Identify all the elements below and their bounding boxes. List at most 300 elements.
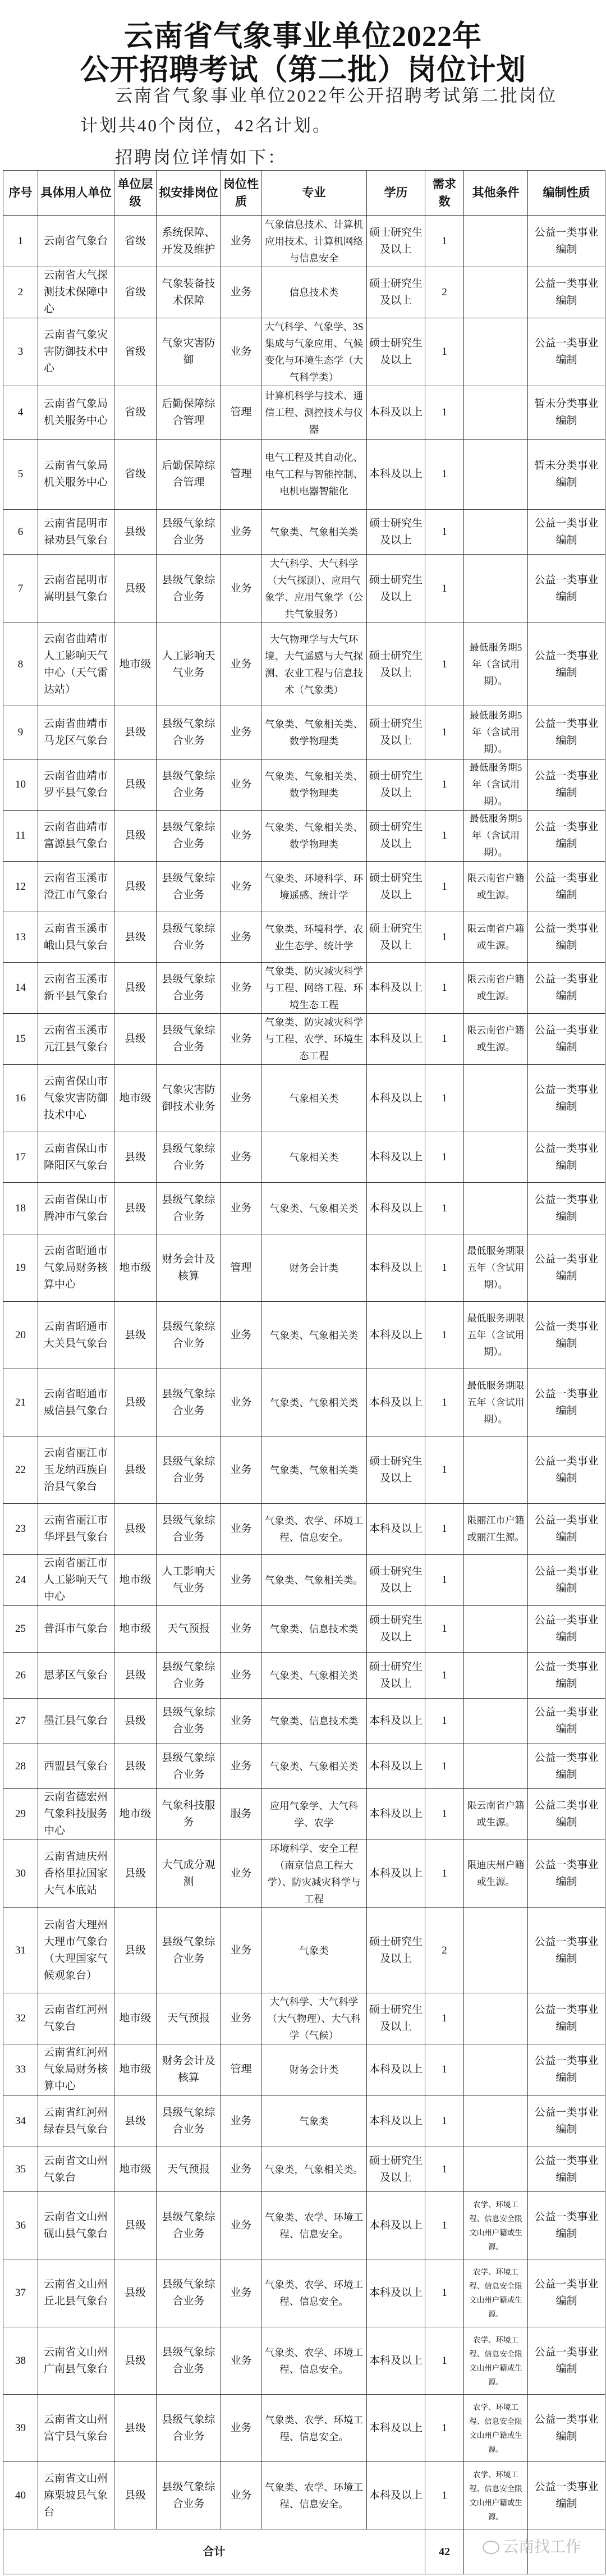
cell-level: 县级 <box>114 1132 157 1183</box>
cell-level: 县级 <box>114 706 157 759</box>
table-row <box>3 1504 605 1555</box>
cell-num: 1 <box>425 1132 464 1183</box>
cell-major: 气象类、信息技术类 <box>261 1699 367 1744</box>
cell-post: 财务会计及核算 <box>157 2044 221 2095</box>
cell-num: 1 <box>425 1436 464 1504</box>
cell-num: 2 <box>425 1908 464 1993</box>
cell-no: 7 <box>3 555 38 623</box>
cell-unit: 云南省保山市腾冲市气象台 <box>38 1183 114 1234</box>
cell-edu: 本科及以上 <box>367 2462 425 2529</box>
cell-level: 地市级 <box>114 623 157 706</box>
cell-num: 1 <box>425 1840 464 1908</box>
cell-num: 1 <box>425 1653 464 1699</box>
table-row <box>3 811 605 862</box>
cell-num: 1 <box>425 386 464 440</box>
cell-no: 11 <box>3 811 38 862</box>
cell-nature: 业务 <box>221 1302 261 1369</box>
table-row <box>3 759 605 811</box>
cell-unit: 云南省红河州绿春县气象台 <box>38 2095 114 2147</box>
cell-nature: 管理 <box>221 440 261 510</box>
cell-staff: 公益一类事业编制 <box>528 555 605 623</box>
cell-nature: 业务 <box>221 1555 261 1606</box>
cell-post: 县级气象综合业务 <box>157 510 221 555</box>
cell-other: 农学、环境工程、信息安全限文山州户籍或生源。 <box>464 2259 528 2327</box>
cell-major: 气象类、环境科学、农业生态学、统计学 <box>261 912 367 963</box>
cell-other: 限云南省户籍或生源。 <box>464 963 528 1014</box>
cell-major: 气象类、气象相关类 <box>261 1653 367 1699</box>
cell-no: 3 <box>3 318 38 386</box>
header-col-level: 单位层级 <box>114 171 157 216</box>
table-row <box>3 1744 605 1789</box>
cell-level: 县级 <box>114 2095 157 2147</box>
cell-unit: 云南省丽江市华坪县气象台 <box>38 1504 114 1555</box>
cell-level: 地市级 <box>114 1606 157 1653</box>
cell-unit: 西盟县气象台 <box>38 1744 114 1789</box>
cell-level: 县级 <box>114 759 157 811</box>
cell-major: 气象类、农学、环境工程、信息安全。 <box>261 2462 367 2529</box>
cell-staff: 公益一类事业编制 <box>528 1504 605 1555</box>
cell-post: 县级气象综合业务 <box>157 555 221 623</box>
cell-post: 系统保障、开发及维护 <box>157 216 221 267</box>
cell-other <box>464 1132 528 1183</box>
cell-nature: 业务 <box>221 510 261 555</box>
cell-num: 2 <box>425 267 464 318</box>
table-row <box>3 623 605 706</box>
cell-post: 县级气象综合业务 <box>157 759 221 811</box>
cell-level: 县级 <box>114 510 157 555</box>
cell-num: 1 <box>425 1789 464 1840</box>
table-row <box>3 963 605 1014</box>
cell-nature: 业务 <box>221 963 261 1014</box>
cell-num: 1 <box>425 1065 464 1132</box>
cell-post: 县级气象综合业务 <box>157 912 221 963</box>
header-col-staffing: 编制性质 <box>528 171 605 216</box>
cell-num: 1 <box>425 1183 464 1234</box>
cell-no: 18 <box>3 1183 38 1234</box>
cell-major: 气象类、农学、环境工程、信息安全。 <box>261 2259 367 2327</box>
cell-post: 天气预报 <box>157 1993 221 2044</box>
cell-no: 25 <box>3 1606 38 1653</box>
watermark <box>483 2534 581 2557</box>
cell-edu: 本科及以上 <box>367 1699 425 1744</box>
cell-staff: 公益一类事业编制 <box>528 267 605 318</box>
cell-nature: 业务 <box>221 1183 261 1234</box>
cell-other: 限云南省户籍或生源。 <box>464 1789 528 1840</box>
cell-num: 1 <box>425 706 464 759</box>
cell-post: 县级气象综合业务 <box>157 706 221 759</box>
cell-nature: 业务 <box>221 267 261 318</box>
cell-major: 气象类，气象相关类。 <box>261 2147 367 2192</box>
cell-major: 大气科学、大气科学（大气物理）、大气科学（气候） <box>261 1993 367 2044</box>
cell-num: 1 <box>425 1234 464 1302</box>
cell-major: 气象类、气象相关类 <box>261 510 367 555</box>
cell-edu: 本科及以上 <box>367 963 425 1014</box>
cell-major: 气象类、信息技术类 <box>261 1606 367 1653</box>
cell-nature: 业务 <box>221 1744 261 1789</box>
cell-edu: 硕士研究生及以上 <box>367 1555 425 1606</box>
cell-other: 农学、环境工程、信息安全限文山州户籍或生源。 <box>464 2462 528 2529</box>
cell-major: 财务会计类 <box>261 1234 367 1302</box>
cell-nature: 业务 <box>221 1504 261 1555</box>
cell-post: 气象灾害防御技术业务 <box>157 1065 221 1132</box>
cell-no: 32 <box>3 1993 38 2044</box>
cell-major: 气象类、气象相关类 <box>261 1302 367 1369</box>
cell-nature: 业务 <box>221 706 261 759</box>
cell-edu: 本科及以上 <box>367 1744 425 1789</box>
header-col-major: 专业 <box>261 171 367 216</box>
cell-edu: 硕士研究生及以上 <box>367 811 425 862</box>
cell-post: 县级气象综合业务 <box>157 2395 221 2462</box>
cell-level: 县级 <box>114 2192 157 2259</box>
table-row <box>3 862 605 912</box>
cell-level: 县级 <box>114 1653 157 1699</box>
cell-nature: 业务 <box>221 2147 261 2192</box>
cell-level: 县级 <box>114 555 157 623</box>
cell-no: 16 <box>3 1065 38 1132</box>
cell-num: 1 <box>425 1014 464 1065</box>
cell-nature: 业务 <box>221 1436 261 1504</box>
cell-unit: 云南省文山州富宁县气象台 <box>38 2395 114 2462</box>
cell-other <box>464 318 528 386</box>
cell-staff: 公益一类事业编制 <box>528 1744 605 1789</box>
table-row <box>3 1606 605 1653</box>
cell-major: 大气物理学与大气环境、大气遥感与大气探测、农业工程与信息技术（气象类） <box>261 623 367 706</box>
cell-num: 1 <box>425 2327 464 2395</box>
cell-unit: 云南省文山州广南县气象台 <box>38 2327 114 2395</box>
table-row <box>3 2147 605 2192</box>
cell-no: 23 <box>3 1504 38 1555</box>
cell-other <box>464 1699 528 1744</box>
cell-staff: 公益一类事业编制 <box>528 1302 605 1369</box>
cell-edu: 本科及以上 <box>367 1183 425 1234</box>
cell-post: 气象科技服务 <box>157 1789 221 1840</box>
cell-staff: 公益一类事业编制 <box>528 1183 605 1234</box>
table-row <box>3 267 605 318</box>
cell-level: 县级 <box>114 1908 157 1993</box>
cell-other <box>464 2044 528 2095</box>
cell-edu: 硕士研究生及以上 <box>367 318 425 386</box>
cell-unit: 云南省文山州麻栗坡县气象台 <box>38 2462 114 2529</box>
cell-no: 19 <box>3 1234 38 1302</box>
cell-no: 5 <box>3 440 38 510</box>
cell-nature: 业务 <box>221 1014 261 1065</box>
cell-level: 省级 <box>114 386 157 440</box>
cell-post: 气象灾害防御 <box>157 318 221 386</box>
cell-major: 信息技术类 <box>261 267 367 318</box>
cell-edu: 本科及以上 <box>367 1504 425 1555</box>
cell-major: 气象类、气象相关类 <box>261 1369 367 1436</box>
table-row <box>3 1840 605 1908</box>
cell-other <box>464 386 528 440</box>
cell-staff: 公益一类事业编制 <box>528 1555 605 1606</box>
cell-edu: 本科及以上 <box>367 1132 425 1183</box>
cell-staff: 公益一类事业编制 <box>528 318 605 386</box>
cell-num: 1 <box>425 2192 464 2259</box>
cell-staff: 暂未分类事业编制 <box>528 440 605 510</box>
cell-post: 县级气象综合业务 <box>157 2259 221 2327</box>
cell-num: 1 <box>425 1606 464 1653</box>
cell-unit: 云南省气象台 <box>38 216 114 267</box>
cell-nature: 业务 <box>221 623 261 706</box>
cell-nature: 业务 <box>221 318 261 386</box>
cell-unit: 思茅区气象台 <box>38 1653 114 1699</box>
table-row <box>3 1908 605 1993</box>
cell-post: 县级气象综合业务 <box>157 1699 221 1744</box>
intro-line3: 招聘岗位详情如下： <box>115 148 287 167</box>
cell-edu: 硕士研究生及以上 <box>367 267 425 318</box>
cell-unit: 云南省玉溪市澄江市气象台 <box>38 862 114 912</box>
cell-other: 最低服务期5年（含试用期）。 <box>464 811 528 862</box>
table-row <box>3 2327 605 2395</box>
cell-num: 1 <box>425 2095 464 2147</box>
cell-num: 1 <box>425 759 464 811</box>
cell-level: 县级 <box>114 2259 157 2327</box>
cell-unit: 云南省玉溪市峨山县气象台 <box>38 912 114 963</box>
cell-major: 气象类、环境科学、环境遥感、统计学 <box>261 862 367 912</box>
table-row <box>3 510 605 555</box>
cell-num: 1 <box>425 1555 464 1606</box>
table-row <box>3 1014 605 1065</box>
cell-post: 气象装备技术保障 <box>157 267 221 318</box>
cell-staff: 公益一类事业编制 <box>528 2395 605 2462</box>
cell-edu: 硕士研究生及以上 <box>367 1653 425 1699</box>
cell-major: 气象类、农学、环境工程、信息安全。 <box>261 2327 367 2395</box>
cell-edu: 硕士研究生及以上 <box>367 2147 425 2192</box>
cell-level: 地市级 <box>114 1789 157 1840</box>
cell-unit: 云南省红河州气象局财务核算中心 <box>38 2044 114 2095</box>
cell-level: 县级 <box>114 1840 157 1908</box>
cell-post: 县级气象综合业务 <box>157 2095 221 2147</box>
cell-post: 县级气象综合业务 <box>157 1436 221 1504</box>
cell-staff: 公益一类事业编制 <box>528 1993 605 2044</box>
cell-level: 县级 <box>114 963 157 1014</box>
cell-edu: 本科及以上 <box>367 2327 425 2395</box>
cell-nature: 业务 <box>221 811 261 862</box>
table-row <box>3 440 605 510</box>
cell-other: 最低服务期限五年（含试用期）。 <box>464 1369 528 1436</box>
cell-major: 气象类、气象相关类、数学物理类 <box>261 811 367 862</box>
cell-unit: 云南省红河州气象台 <box>38 1993 114 2044</box>
cell-unit: 云南省玉溪市元江县气象台 <box>38 1014 114 1065</box>
cell-edu: 硕士研究生及以上 <box>367 555 425 623</box>
cell-post: 县级气象综合业务 <box>157 862 221 912</box>
table-row <box>3 1436 605 1504</box>
table-row <box>3 216 605 267</box>
cell-unit: 云南省曲靖市罗平县气象台 <box>38 759 114 811</box>
cell-post: 县级气象综合业务 <box>157 2327 221 2395</box>
cell-level: 县级 <box>114 1369 157 1436</box>
cell-unit: 云南省丽江市人工影响天气中心 <box>38 1555 114 1606</box>
cell-major: 气象类、气象相关类、数学物理类 <box>261 759 367 811</box>
cell-other: 农学、环境工程、信息安全限文山州户籍或生源。 <box>464 2192 528 2259</box>
header-col-post: 拟安排岗位 <box>157 171 221 216</box>
cell-post: 人工影响天气业务 <box>157 623 221 706</box>
cell-no: 30 <box>3 1840 38 1908</box>
cell-staff: 公益一类事业编制 <box>528 963 605 1014</box>
cell-unit: 云南省气象灾害防御技术中心 <box>38 318 114 386</box>
cell-level: 省级 <box>114 267 157 318</box>
cell-no: 40 <box>3 2462 38 2529</box>
cell-no: 4 <box>3 386 38 440</box>
cell-edu: 本科及以上 <box>367 440 425 510</box>
cell-other <box>464 216 528 267</box>
cell-other: 最低服务期5年（含试用期）。 <box>464 706 528 759</box>
cell-level: 县级 <box>114 912 157 963</box>
cell-num: 1 <box>425 2395 464 2462</box>
cell-nature: 业务 <box>221 1606 261 1653</box>
cell-level: 地市级 <box>114 1065 157 1132</box>
cell-major: 电气工程及其自动化、 电气工程与智能控制、电机电器智能化 <box>261 440 367 510</box>
header-col-no: 序号 <box>3 171 38 216</box>
cell-level: 县级 <box>114 1744 157 1789</box>
cell-other: 限云南省户籍或生源。 <box>464 912 528 963</box>
cell-major: 气象相关类 <box>261 1065 367 1132</box>
cell-num: 1 <box>425 510 464 555</box>
cell-no: 22 <box>3 1436 38 1504</box>
cell-no: 17 <box>3 1132 38 1183</box>
cell-level: 县级 <box>114 862 157 912</box>
cell-edu: 本科及以上 <box>367 1014 425 1065</box>
cell-other: 限云南省户籍或生源。 <box>464 862 528 912</box>
cell-edu: 硕士研究生及以上 <box>367 1606 425 1653</box>
cell-major: 大气科学、大气科学（大气探测）、应用气象学、应用气象学（公共气象服务） <box>261 555 367 623</box>
cell-no: 1 <box>3 216 38 267</box>
cell-unit: 云南省曲靖市人工影响天气中心（天气雷达站） <box>38 623 114 706</box>
cell-level: 县级 <box>114 2395 157 2462</box>
cell-no: 33 <box>3 2044 38 2095</box>
cell-staff: 公益二类事业编制 <box>528 1789 605 1840</box>
table-row <box>3 1555 605 1606</box>
cell-no: 35 <box>3 2147 38 2192</box>
cell-staff: 公益一类事业编制 <box>528 2462 605 2529</box>
cell-major: 气象类、防灾减灾科学与工程、农学、环境生态工程 <box>261 1014 367 1065</box>
table-row <box>3 2095 605 2147</box>
table-row <box>3 1653 605 1699</box>
cell-other: 限云南省户籍或生源。 <box>464 1014 528 1065</box>
cell-post: 县级气象综合业务 <box>157 1653 221 1699</box>
cell-no: 15 <box>3 1014 38 1065</box>
cell-post: 县级气象综合业务 <box>157 963 221 1014</box>
cell-num: 1 <box>425 811 464 862</box>
cell-major: 气象类 <box>261 1908 367 1993</box>
cell-other <box>464 1653 528 1699</box>
cell-major: 计算机科学与技术、通信工程、测控技术与仪器 <box>261 386 367 440</box>
cell-major: 气象类、农学、环境工程、信息安全。 <box>261 2192 367 2259</box>
cell-level: 县级 <box>114 1699 157 1744</box>
cell-major: 应用气象学、大气科学、农学 <box>261 1789 367 1840</box>
cell-staff: 公益一类事业编制 <box>528 1014 605 1065</box>
cell-post: 人工影响天气业务 <box>157 1555 221 1606</box>
cell-edu: 本科及以上 <box>367 1065 425 1132</box>
cell-post: 县级气象综合业务 <box>157 2192 221 2259</box>
cell-nature: 业务 <box>221 1993 261 2044</box>
table-row <box>3 1369 605 1436</box>
cell-nature: 业务 <box>221 2192 261 2259</box>
cell-nature: 业务 <box>221 555 261 623</box>
page-title-line2: 公开招聘考试（第二批）岗位计划 <box>80 54 526 86</box>
table-row <box>3 912 605 963</box>
cell-other <box>464 1555 528 1606</box>
header-col-other: 其他条件 <box>464 171 528 216</box>
table-row <box>3 2395 605 2462</box>
cell-staff: 公益一类事业编制 <box>528 912 605 963</box>
cell-post: 天气预报 <box>157 2147 221 2192</box>
cell-other <box>464 267 528 318</box>
cell-level: 地市级 <box>114 2147 157 2192</box>
cell-unit: 云南省文山州丘北县气象台 <box>38 2259 114 2327</box>
cell-staff: 公益一类事业编制 <box>528 811 605 862</box>
cell-staff: 公益一类事业编制 <box>528 862 605 912</box>
cell-nature: 业务 <box>221 2259 261 2327</box>
cell-num: 1 <box>425 318 464 386</box>
cell-post: 县级气象综合业务 <box>157 1369 221 1436</box>
cell-num: 1 <box>425 1504 464 1555</box>
cell-unit: 云南省丽江市玉龙纳西族自治县气象台 <box>38 1436 114 1504</box>
cell-nature: 业务 <box>221 2462 261 2529</box>
intro-line2: 计划共40个岗位，42名计划。 <box>80 116 332 135</box>
cell-level: 县级 <box>114 2462 157 2529</box>
cell-major: 气象类、气象相关类 <box>261 1744 367 1789</box>
cell-nature: 业务 <box>221 1840 261 1908</box>
cell-num: 1 <box>425 555 464 623</box>
cell-staff: 公益一类事业编制 <box>528 623 605 706</box>
table-row <box>3 318 605 386</box>
cell-edu: 本科及以上 <box>367 2044 425 2095</box>
cell-level: 省级 <box>114 318 157 386</box>
cell-unit: 云南省文山州砚山县气象台 <box>38 2192 114 2259</box>
cell-edu: 本科及以上 <box>367 1234 425 1302</box>
cell-nature: 业务 <box>221 2327 261 2395</box>
table-row <box>3 1183 605 1234</box>
cell-edu: 硕士研究生及以上 <box>367 912 425 963</box>
cell-other <box>464 1606 528 1653</box>
cell-staff: 公益一类事业编制 <box>528 2259 605 2327</box>
cell-staff: 公益一类事业编制 <box>528 1699 605 1744</box>
cell-edu: 本科及以上 <box>367 1789 425 1840</box>
cell-major: 气象类 <box>261 2095 367 2147</box>
table-row <box>3 1132 605 1183</box>
cell-edu: 本科及以上 <box>367 2259 425 2327</box>
cell-no: 29 <box>3 1789 38 1840</box>
cell-unit: 云南省曲靖市富源县气象台 <box>38 811 114 862</box>
cell-major: 财务会计类 <box>261 2044 367 2095</box>
table-row <box>3 1065 605 1132</box>
cell-other: 最低服务期5年（含试用期）。 <box>464 623 528 706</box>
cell-no: 9 <box>3 706 38 759</box>
cell-unit: 云南省文山州气象台 <box>38 2147 114 2192</box>
cell-num: 1 <box>425 2044 464 2095</box>
cell-no: 2 <box>3 267 38 318</box>
cell-staff: 公益一类事业编制 <box>528 759 605 811</box>
cell-unit: 云南省气象局机关服务中心 <box>38 440 114 510</box>
cell-major: 气象相关类 <box>261 1132 367 1183</box>
cell-staff: 公益一类事业编制 <box>528 1436 605 1504</box>
total-count: 42 <box>425 2529 464 2574</box>
cell-major: 大气科学、气象学、3S集成与气象应用、气候变化与环境生态学（大气科学类） <box>261 318 367 386</box>
cell-nature: 管理 <box>221 1234 261 1302</box>
table-row <box>3 386 605 440</box>
cell-num: 1 <box>425 1993 464 2044</box>
cell-post: 县级气象综合业务 <box>157 1908 221 1993</box>
cell-major: 气象类、农学、环境工程、信息安全。 <box>261 2395 367 2462</box>
cell-other <box>464 2147 528 2192</box>
cell-staff: 公益一类事业编制 <box>528 216 605 267</box>
cell-nature: 业务 <box>221 1908 261 1993</box>
cell-edu: 硕士研究生及以上 <box>367 1993 425 2044</box>
cell-no: 36 <box>3 2192 38 2259</box>
table-row <box>3 1993 605 2044</box>
cell-num: 1 <box>425 912 464 963</box>
